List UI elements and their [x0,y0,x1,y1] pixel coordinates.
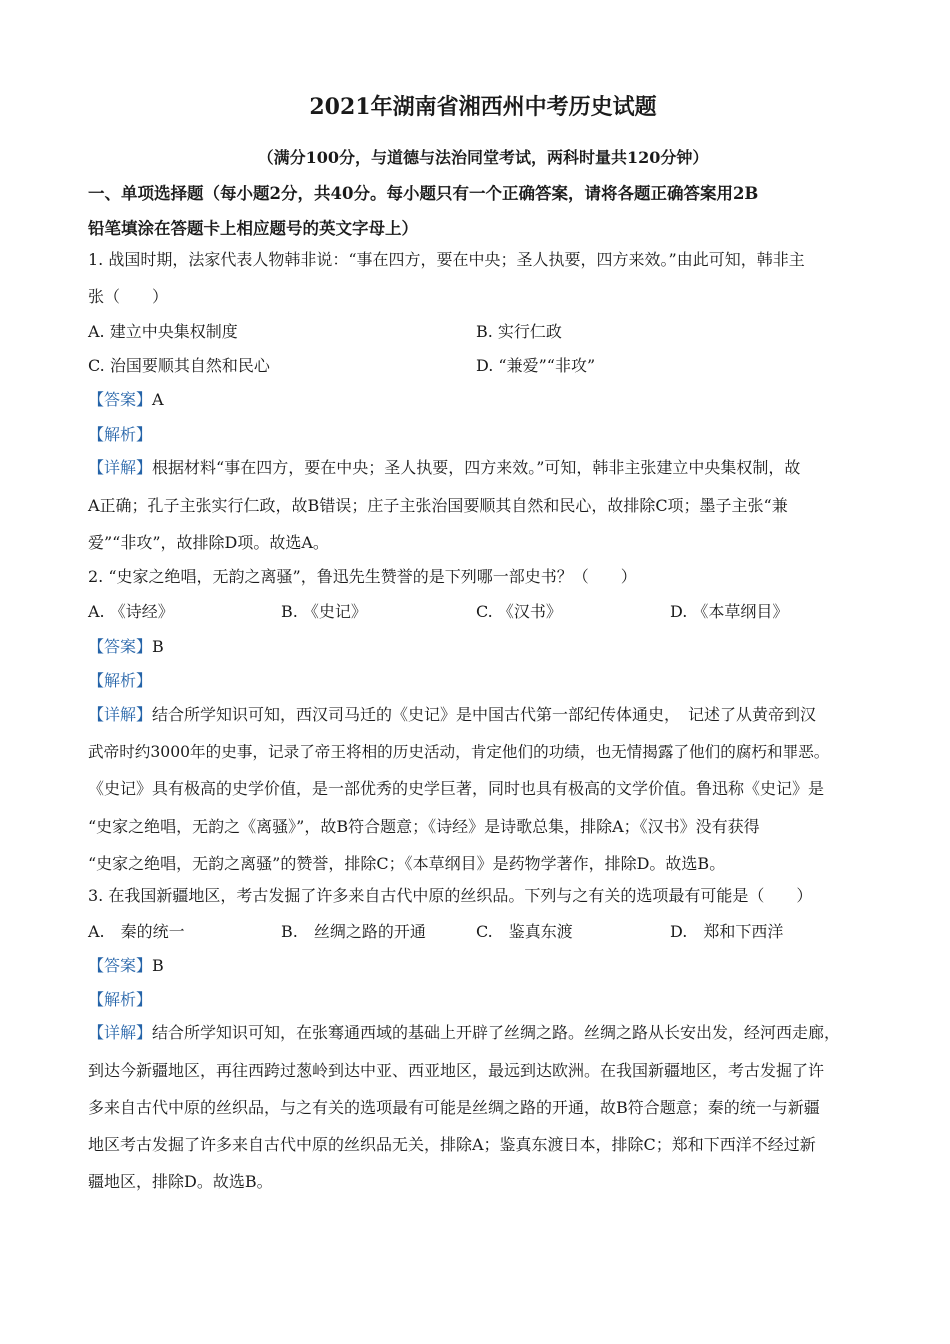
q2-answer [88,637,164,657]
q3-analysis-tag: 【解析】 [88,990,153,1009]
section-heading-line1: 一、单项选择题（每小题2分，共40分。每小题只有一个正确答案，请将各题正确答案用2B [88,184,759,203]
q2-option-b: B. 《史记》 [281,602,367,621]
q3-option-b: B. 丝绸之路的开通 [281,922,426,941]
q1-option-d: D. “兼爱”“非攻” [476,356,596,375]
q2-detail-line1 [88,705,816,725]
q2-option-c: C. 《汉书》 [476,602,562,621]
q2-answer-tag: 【答案】 [88,637,153,656]
q3-detail-line1 [88,1023,840,1043]
q1-option-c: C. 治国要顺其自然和民心 [88,356,270,375]
q1-answer-value: A [152,390,164,409]
q3-answer-tag: 【答案】 [88,956,153,975]
q1-answer-tag: 【答案】 [88,390,153,409]
q1-answer [88,390,164,410]
q3-detail-text1: 结合所学知识可知，在张骞通西域的基础上开辟了丝绸之路。丝绸之路从长安出发，经河西走廊， [152,1023,841,1042]
q3-option-a: A. 秦的统一 [88,922,185,941]
q3-option-d: D. 郑和下西洋 [670,922,784,941]
q2-stem-line1: 2. “史家之绝唱，无韵之离骚”，鲁迅先生赞誉的是下列哪一部史书？（ ） [88,567,637,586]
q1-detail-line3: 爱”“非攻”，故排除D项。故选A。 [88,533,329,552]
q1-option-a: A. 建立中央集权制度 [88,322,238,341]
q3-answer-value: B [152,956,164,975]
section-heading-line2: 铅笔填涂在答题卡上相应题号的英文字母上） [88,219,418,238]
q2-answer-value: B [152,637,164,656]
q3-answer [88,956,164,976]
q1-stem-line2: 张（ ） [88,287,169,306]
q2-detail-line4: “史家之绝唱，无韵之《离骚》”，故B符合题意；《诗经》是诗歌总集，排除A；《汉书》没有获得 [88,817,760,836]
q3-detail-line2: 到达今新疆地区，再往西跨过葱岭到达中亚、西亚地区，最远到达欧洲。在我国新疆地区，考古发掘了许 [88,1061,825,1080]
q3-detail-line3: 多来自古代中原的丝织品，与之有关的选项最有可能是丝绸之路的开通，故B符合题意；秦的统一与新疆 [88,1098,820,1117]
q1-detail-tag: 【详解】 [88,458,153,477]
q2-analysis-tag: 【解析】 [88,671,153,690]
q1-stem-line1: 1. 战国时期，法家代表人物韩非说：“事在四方，要在中央；圣人执要，四方来效。”由此可知，韩非主 [88,250,805,269]
q3-option-c: C. 鉴真东渡 [476,922,573,941]
q3-detail-line5: 疆地区，排除D。故选B。 [88,1172,273,1191]
q2-detail-line3: 《史记》具有极高的史学价值，是一部优秀的史学巨著，同时也具有极高的文学价值。鲁迅称《史记》是 [88,779,825,798]
q1-detail-text1: 根据材料“事在四方，要在中央；圣人执要，四方来效。”可知，韩非主张建立中央集权制，故 [152,458,801,477]
q1-analysis-tag: 【解析】 [88,425,153,444]
q1-option-b: B. 实行仁政 [476,322,562,341]
q1-detail-line2: A正确；孔子主张实行仁政，故B错误；庄子主张治国要顺其自然和民心，故排除C项；墨子主张“兼 [88,496,788,515]
q2-option-d: D. 《本草纲目》 [670,602,789,621]
q2-detail-line5: “史家之绝唱，无韵之离骚”的赞誉，排除C；《本草纲目》是药物学著作，排除D。故选B。 [88,854,726,873]
q2-option-a: A. 《诗经》 [88,602,174,621]
q1-detail-line1 [88,458,800,478]
page-title: 2021年湖南省湘西州中考历史试题 [309,94,657,120]
q2-detail-text1: 结合所学知识可知，西汉司马迁的《史记》是中国古代第一部纪传体通史， 记述了从黄帝到汉 [152,705,817,724]
page-subtitle: （满分100分，与道德与法治同堂考试，两科时量共120分钟） [257,148,709,167]
q3-stem-line1: 3. 在我国新疆地区，考古发掘了许多来自古代中原的丝织品。下列与之有关的选项最有可能是（ ） [88,886,813,905]
q2-detail-tag: 【详解】 [88,705,153,724]
q3-detail-tag: 【详解】 [88,1023,153,1042]
q3-detail-line4: 地区考古发掘了许多来自古代中原的丝织品无关，排除A；鉴真东渡日本，排除C；郑和下西洋不经过新 [88,1135,816,1154]
q2-detail-line2: 武帝时约3000年的史事，记录了帝王将相的历史活动，肯定他们的功绩，也无情揭露了他们的腐朽和罪恶。 [88,743,830,761]
